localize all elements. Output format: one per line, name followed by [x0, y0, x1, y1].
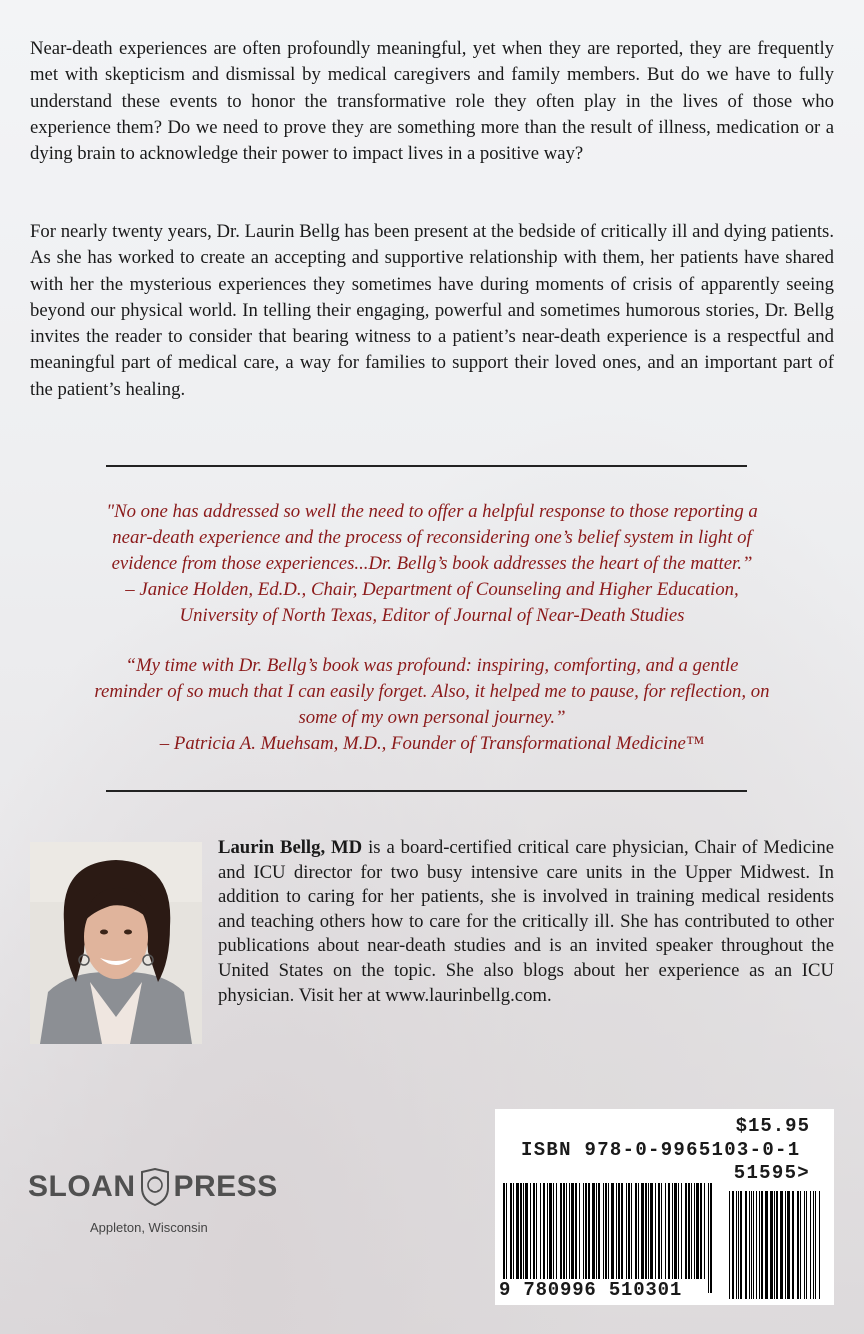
endorsement-line: reminder of so much that I can easily forget. Also, it helped me to pause, for reflection, on: [94, 681, 770, 702]
endorsement-attribution: – Patricia A. Muehsam, M.D., Founder of Transformational Medicine™: [159, 733, 705, 754]
author-bio-text: is a board-certified critical care physician, Chair of Medicine and ICU director for two busy intensive care units in the Upper Midwest. In addition to caring for her patients, she is involved in training medical residents and teaching others how to care for the critically ill. She has contributed to other publications about near-death studies and is an invited speaker throughout the United States on the topic. She also blogs about her experience as an ICU physician. Visit her at www.laurinbellg.com.: [218, 837, 835, 1006]
publisher-location: Appleton, Wisconsin: [90, 1220, 208, 1235]
description-paragraph-2: For nearly twenty years, Dr. Laurin Bellg has been present at the bedside of critically ill and dying patients. As she has worked to create an accepting and supportive relationship with them, her patients have shared with her the mysterious experiences they sometimes have during moments of crisis of apparently seeing beyond our physical world. In telling their engaging, powerful and sometimes humorous stories, Dr. Bellg invites the reader to consider that bearing witness to a patient’s near-death experience is a respectful and meaningful part of medical care, a way for families to support their loved ones, and an important part of the patient’s healing.: [30, 221, 834, 400]
endorsement-holden: [20, 499, 844, 629]
barcode-price: $15.95: [735, 1115, 810, 1137]
author-bio: [218, 836, 834, 1008]
barcode-addon: 51595>: [733, 1162, 810, 1184]
endorsement-line: some of my own personal journey.”: [298, 707, 566, 728]
endorsement-attribution: University of North Texas, Editor of Journal of Near-Death Studies: [179, 605, 685, 626]
isbn-barcode: [495, 1109, 834, 1305]
publisher-name-left: SLOAN: [28, 1170, 136, 1203]
endorsement-line: evidence from those experiences...Dr. Bellg’s book addresses the heart of the matter.”: [111, 553, 753, 574]
endorsement-line: near-death experience and the process of reconsidering one’s belief system in light of: [112, 527, 752, 548]
endorsement-muehsam: [20, 653, 844, 757]
barcode-isbn: ISBN 978-0-9965103-0-1: [521, 1139, 801, 1161]
lion-shield-icon: [140, 1168, 170, 1206]
divider-top: [106, 465, 747, 467]
publisher-logo: [28, 1168, 278, 1248]
author-name: Laurin Bellg, MD: [218, 837, 363, 858]
author-photo: [30, 842, 202, 1044]
endorsement-line: “My time with Dr. Bellg’s book was profound: inspiring, comforting, and a gentle: [125, 655, 739, 676]
endorsement-attribution: – Janice Holden, Ed.D., Chair, Department of Counseling and Higher Education,: [125, 579, 739, 600]
barcode-digits: 9 780996 510301: [499, 1279, 705, 1301]
description-paragraph-1: Near-death experiences are often profoundly meaningful, yet when they are reported, they are frequently met with skepticism and dismissal by medical caregivers and family members. But do we have to fully understand these events to honor the transformative role they often play in the lives of those who experience them? Do we need to prove they are something more than the result of illness, medication or a dying brain to acknowledge their power to impact lives in a positive way?: [30, 38, 834, 165]
endorsement-line: "No one has addressed so well the need to offer a helpful response to those reporting a: [106, 501, 758, 522]
divider-bottom: [106, 790, 747, 792]
publisher-name-right: PRESS: [173, 1170, 278, 1203]
